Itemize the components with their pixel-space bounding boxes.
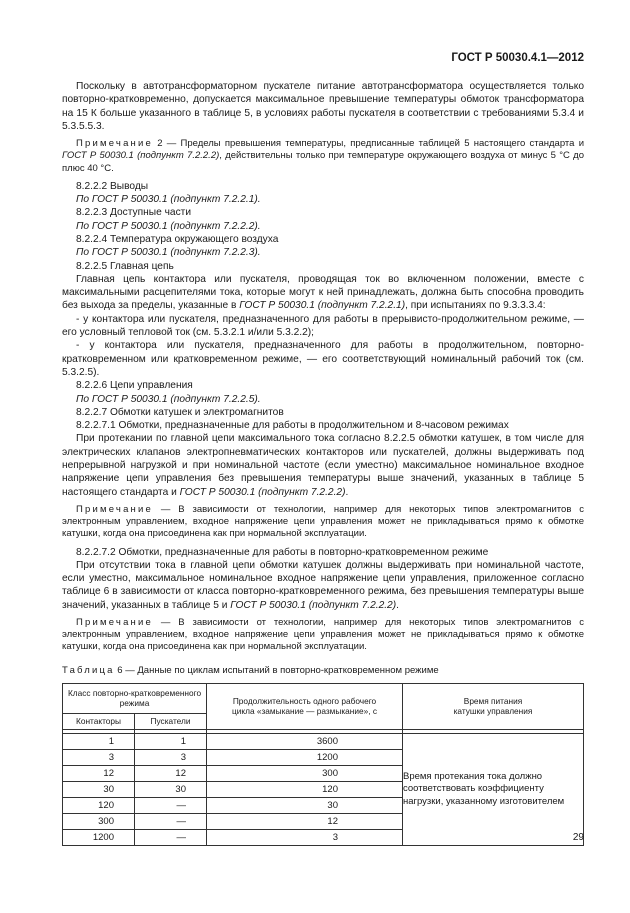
note-text: , действительны только при температуре окружающего воздуха от минус 5 °С до плюс 40 °С. [62,150,584,174]
cell-starters: — [135,813,207,829]
section-heading: 8.2.2.7.1 Обмотки, предназначенные для работы в продолжительном и 8-часовом режимах [76,420,509,432]
cell-contactors: 1200 [63,829,135,845]
cycle-data-table [62,683,584,846]
reference-line [62,193,584,206]
note-text: — В зависимости от технологии, например для некоторых типов электромагнитов с электронным управлением, входное напряжение цепи управления может не прикладываться прямо к обмотке катушки, когда она присоединена как при нормальной эксплуатации. [62,503,584,540]
reference-line [62,220,584,233]
note [62,504,584,541]
header-class: Класс повторно-кратковременного режима [63,683,207,713]
cell-starters: 30 [135,781,207,797]
standard-reference: ГОСТ Р 50030.1 (подпункт 7.2.2.2) [179,486,346,498]
paragraph-text: . [345,486,349,498]
cell-contactors: 120 [63,797,135,813]
supply-time-text: Время протекания тока должно соответствовать коэффициенту нагрузки, указанному изготовителем [403,770,565,807]
header-starters: Пускатели [135,713,207,729]
cell-duration: 3600 [207,733,403,749]
cell-duration: 120 [207,781,403,797]
page-number: 29 [572,832,584,843]
header-duration: Продолжительность одного рабочего цикла «замыкание — размыкание», с [207,683,403,729]
paragraph [62,559,584,612]
reference-line [62,246,584,259]
paragraph-text: , при испытаниях по 9.3.3.3.4: [405,300,546,312]
cell-duration: 12 [207,813,403,829]
cell-starters: — [135,829,207,845]
standard-reference: ГОСТ Р 50030.1 (подпункт 7.2.2.2) [230,599,397,611]
table-caption-text: 6 — Данные по циклам испытаний в повторно-кратковременном режиме [114,664,439,676]
cell-starters: 3 [135,749,207,765]
paragraph [62,273,584,313]
cell-starters: 12 [135,765,207,781]
reference-line [62,393,584,406]
section-heading: 8.2.2.6 Цепи управления [76,380,193,392]
paragraph-text: Главная цепь контактора или пускателя, проводящая ток во включенном положении, вместе с максимальными расцепителями тока, которые могут к ней принадлежать, должна быть способна проводить без выхода за пределы, указанные в [62,273,584,312]
cell-duration: 300 [207,765,403,781]
note-label: Примечание [76,617,153,629]
paragraph-text: При отсутствии тока в главной цепи обмотки катушек должны выдерживать при номинальной частоте, если уместно, максимальное номинальное входное напряжение цепи управления, приложенное согласно таблице 6 в зависимости от класса повторно-кратковременного режима, без превышения температуры выше значений, указанных в таблице 5 и [62,559,584,611]
section-heading: 8.2.2.3 Доступные части [76,207,192,219]
list-item: - у контактора или пускателя, предназначенного для работы в прерывисто-продолжительном режиме, — его условный тепловой ток (см. 5.3.2.1 и/или 5.3.2.2); [62,313,584,339]
cell-contactors: 1 [63,733,135,749]
section-heading: 8.2.2.5 Главная цепь [76,260,174,272]
cell-supply-time [403,733,584,845]
note-text: 2 — Пределы превышения температуры, предписанные таблицей 5 настоящего стандарта и [153,138,584,150]
document-header: ГОСТ Р 50030.4.1—2012 [451,52,584,64]
standard-reference: ГОСТ Р 50030.1 (подпункт 7.2.2.2) [62,150,220,162]
cell-contactors: 3 [63,749,135,765]
cell-contactors: 300 [63,813,135,829]
note-text: — В зависимости от технологии, например для некоторых типов электромагнитов с электронным управлением, входное напряжение цепи управления может не прикладываться прямо к обмотке катушки, когда она присоединена как при нормальной эксплуатации. [62,617,584,653]
paragraph [62,432,584,498]
cell-starters: 1 [135,733,207,749]
table-caption-label: Таблица [62,664,115,676]
page-body [62,80,584,846]
cell-duration: 30 [207,797,403,813]
cell-contactors: 30 [63,781,135,797]
section-heading: 8.2.2.4 Температура окружающего воздуха [76,233,279,245]
standard-reference: По ГОСТ Р 50030.1 (подпункт 7.2.2.5). [76,393,261,405]
section-heading: 8.2.2.2 Выводы [76,180,149,192]
cell-contactors: 12 [63,765,135,781]
note [62,138,584,175]
cell-starters: — [135,797,207,813]
note [62,617,584,654]
list-item: - у контактора или пускателя, предназначенного для работы в продолжительном, повторно-кратковременном или кратковременном режиме, — его соответствующий номинальный рабочий ток (см. 5.3.2.5). [62,340,584,378]
note-label: Примечание [76,138,153,150]
standard-reference: По ГОСТ Р 50030.1 (подпункт 7.2.2.3). [76,247,261,259]
header-supply-time: Время питания катушки управления [403,683,584,729]
standard-reference: По ГОСТ Р 50030.1 (подпункт 7.2.2.2). [76,220,261,232]
section-heading: 8.2.2.7 Обмотки катушек и электромагнитов [76,406,284,418]
header-contactors: Контакторы [63,713,135,729]
table-caption [62,664,584,677]
table-row [63,733,584,749]
standard-reference: По ГОСТ Р 50030.1 (подпункт 7.2.2.1). [76,194,261,206]
paragraph: Поскольку в автотрансформаторном пускателе питание автотрансформатора осуществляется только повторно-кратковременно, допускается максимальное превышение температуры обмоток трансформатора на 15 К больше указанного в таблице 5, в условиях работы пускателя в соответствии с требованиями 5.3.4 и 5.3.5.5.3. [62,81,584,132]
section-heading: 8.2.2.7.2 Обмотки, предназначенные для работы в повторно-кратковременном режиме [76,546,489,558]
note-label: Примечание [76,503,153,515]
cell-duration: 3 [207,829,403,845]
paragraph-text: . [396,599,399,611]
standard-reference: ГОСТ Р 50030.1 (подпункт 7.2.2.1) [239,300,406,312]
paragraph-text: При протекании по главной цепи максимального тока согласно 8.2.2.5 обмотки катушек, в том числе для электрических клапанов электропневматических контакторов или пускателей, должны выдерживать под непрерывной нагрузкой и при номинальной частоте (если уместно) максимальное номинальное входное напряжение цепи управления без превышения температуры выше значений, указанных в таблице 5 настоящего стандарта и [62,433,584,498]
cell-duration: 1200 [207,749,403,765]
